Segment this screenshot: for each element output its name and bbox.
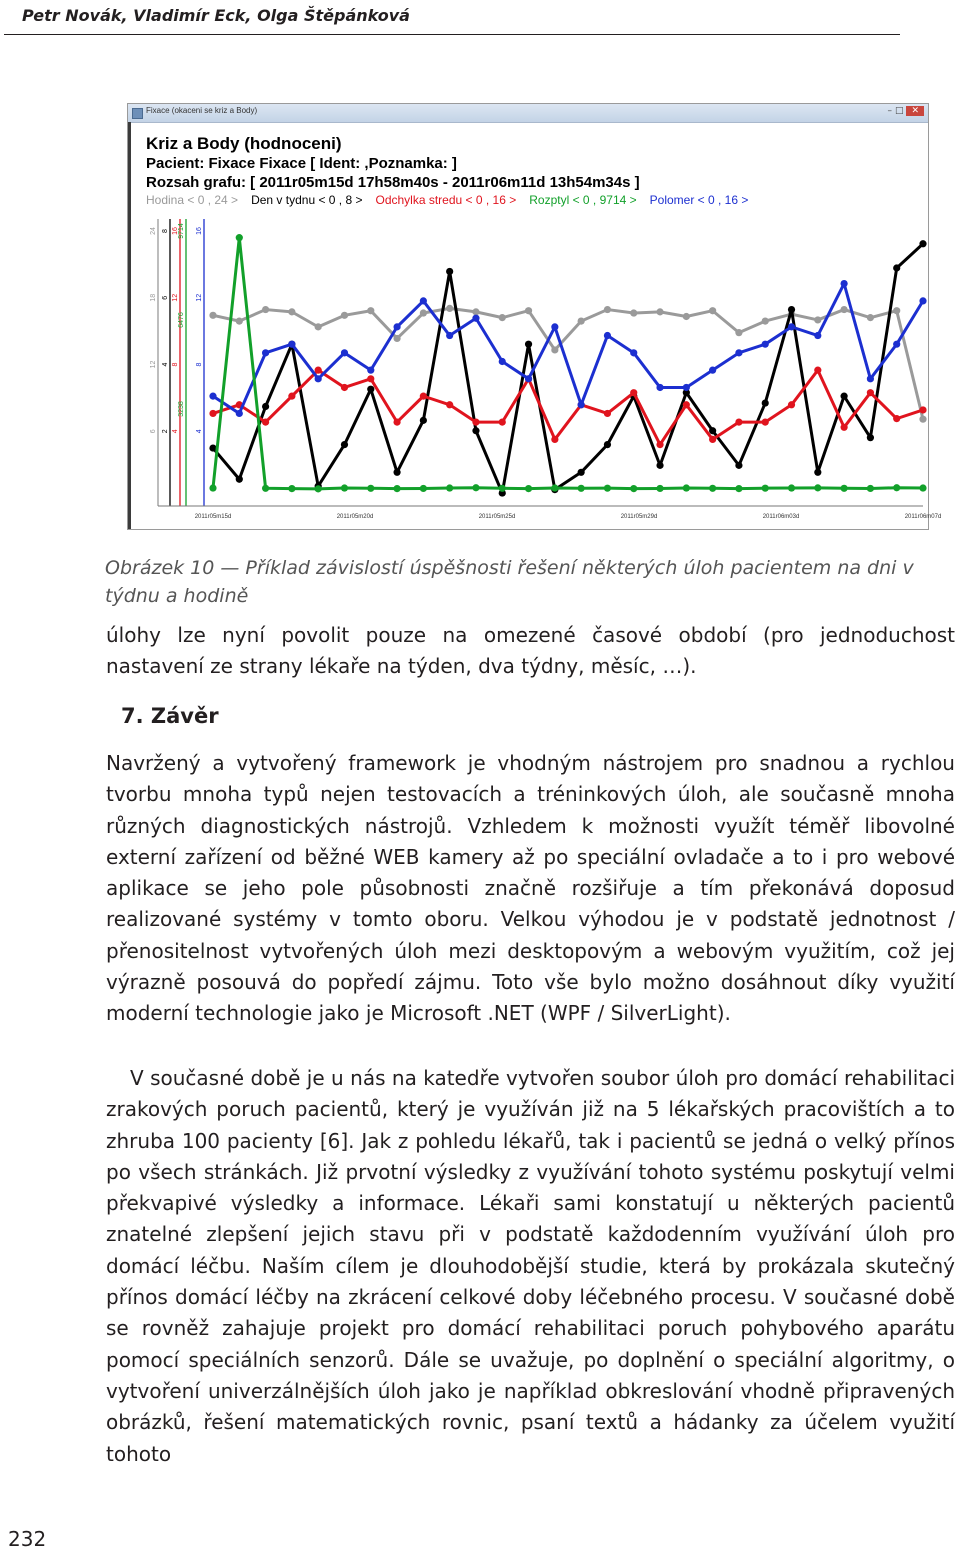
chart-info [146, 134, 640, 192]
data-point [472, 484, 479, 491]
data-point [236, 318, 243, 325]
data-point [393, 418, 400, 425]
data-point [709, 367, 716, 374]
data-point [630, 389, 637, 396]
data-point [683, 484, 690, 491]
data-point [262, 485, 269, 492]
data-point [788, 484, 795, 491]
page-number: 232 [8, 1527, 47, 1551]
data-point [341, 384, 348, 391]
data-point [420, 417, 427, 424]
data-point [893, 484, 900, 491]
data-point [420, 485, 427, 492]
range-legend-item: Den v tydnu < 0 , 8 > [251, 193, 363, 207]
series-range-legend [146, 193, 761, 207]
data-point [420, 309, 427, 316]
data-point [893, 341, 900, 348]
y-tick-label: 4 [162, 362, 169, 367]
data-point [762, 341, 769, 348]
data-point [551, 484, 558, 491]
data-point [472, 427, 479, 434]
data-point [525, 375, 532, 382]
range-legend-item: Odchylka stredu < 0 , 16 > [375, 193, 517, 207]
y-tick-label: 6 [150, 429, 157, 434]
data-point [472, 418, 479, 425]
y-tick-label: 4 [172, 429, 179, 434]
data-point [551, 346, 558, 353]
chart-range: Rozsah grafu: [ 2011r05m15d 17h58m40s - 2011r06m11d 13h54m34s ] [146, 174, 640, 191]
data-point [367, 485, 374, 492]
data-point [472, 315, 479, 322]
data-point [578, 318, 585, 325]
data-point [393, 469, 400, 476]
x-tick-label: 2011r05m15d [194, 514, 232, 520]
data-point [446, 484, 453, 491]
data-point [841, 306, 848, 313]
data-point [446, 305, 453, 312]
data-point [735, 462, 742, 469]
data-point [209, 484, 216, 491]
data-point [315, 367, 322, 374]
data-point [788, 323, 795, 330]
data-point [735, 349, 742, 356]
data-point [499, 358, 506, 365]
data-point [393, 485, 400, 492]
series-line-4 [213, 284, 923, 414]
y-tick-label: 16 [196, 227, 203, 235]
data-point [367, 367, 374, 374]
data-point [893, 264, 900, 271]
y-tick-label: 2 [162, 429, 169, 434]
data-point [867, 314, 874, 321]
data-point [867, 434, 874, 441]
data-point [341, 312, 348, 319]
y-tick-label: 12 [172, 293, 179, 302]
data-point [499, 314, 506, 321]
data-point [446, 268, 453, 275]
section-heading: 7. Závěr [121, 704, 219, 728]
data-point [578, 485, 585, 492]
data-point [236, 410, 243, 417]
data-point [814, 367, 821, 374]
data-point [656, 308, 663, 315]
data-point [841, 424, 848, 431]
data-point [709, 307, 716, 314]
maximize-icon[interactable]: □ [894, 106, 907, 116]
data-point [735, 485, 742, 492]
data-point [367, 386, 374, 393]
data-point [209, 393, 216, 400]
data-point [814, 469, 821, 476]
data-point [446, 332, 453, 339]
paragraph-1: Navržený a vytvořený framework je vhodným nástrojem pro snadnou a rychlou tvorbu mnoha typů nejen testovacích a tréninkových úloh, ale současně mnoha různých diagnostických nástrojů. Vzhledem k možnosti využít téměř libovolné externí zařízení od běžné WEB kamery až po speciální ovladače a to i pro webové aplikace se jeho pole působnosti značně rozšiřuje a tím překonává doposud realizované systémy v tomto oboru. Velkou výhodou je v podstatě jednotnost / přenositelnost vytvořených úloh mezi desktopovým a webovým využitím, což jej výrazně posouvá do popředí zájmu. Toto vše bylo možno dosáhnout díky využití moderní technologie jako je Microsoft .NET (WPF / SilverLight). [106, 751, 955, 1026]
data-point [341, 349, 348, 356]
y-tick-label: 8 [162, 229, 169, 233]
data-point [288, 341, 295, 348]
y-tick-label: 8 [172, 362, 179, 367]
data-point [341, 441, 348, 448]
x-tick-label: 2011r05m25d [478, 514, 516, 520]
data-point [604, 441, 611, 448]
data-point [841, 485, 848, 492]
data-point [683, 401, 690, 408]
data-point [814, 332, 821, 339]
data-point [604, 410, 611, 417]
window-title: Fixace (okaceni se kriz a Body) [146, 106, 258, 115]
data-point [867, 485, 874, 492]
data-point [393, 335, 400, 342]
data-point [919, 406, 926, 413]
data-point [472, 308, 479, 315]
data-point [420, 297, 427, 304]
data-point [919, 297, 926, 304]
data-point [788, 401, 795, 408]
data-point [604, 485, 611, 492]
x-tick-label: 2011r06m03d [762, 514, 800, 520]
data-point [499, 418, 506, 425]
figure-chart-window [127, 103, 942, 530]
data-point [919, 416, 926, 423]
data-point [630, 485, 637, 492]
data-point [630, 309, 637, 316]
data-point [709, 427, 716, 434]
data-point [288, 393, 295, 400]
data-point [288, 308, 295, 315]
data-point [262, 349, 269, 356]
y-tick-label: 6 [162, 295, 169, 300]
data-point [814, 316, 821, 323]
data-point [867, 389, 874, 396]
data-point [288, 485, 295, 492]
data-point [236, 476, 243, 483]
y-tick-label: 12 [150, 360, 157, 369]
data-point [762, 418, 769, 425]
data-point [867, 375, 874, 382]
data-point [709, 436, 716, 443]
x-tick-label: 2011r05m29d [620, 514, 658, 520]
data-point [209, 312, 216, 319]
data-point [367, 307, 374, 314]
y-tick-label: 16 [172, 227, 179, 235]
data-point [499, 485, 506, 492]
data-point [656, 462, 663, 469]
y-tick-label: 3238 [178, 401, 185, 417]
data-point [735, 418, 742, 425]
data-point [262, 306, 269, 313]
y-tick-label: 9714 [178, 223, 185, 239]
data-point [236, 234, 243, 241]
figure-caption: Obrázek 10 — Příklad závislostí úspěšnosti řešení některých úloh pacientem na dni v týdnu a hodině [105, 557, 914, 607]
data-point [919, 484, 926, 491]
data-point [893, 307, 900, 314]
x-tick-label: 2011r06m07d [904, 514, 942, 520]
data-point [604, 306, 611, 313]
data-point [814, 484, 821, 491]
data-point [683, 384, 690, 391]
data-point [262, 418, 269, 425]
data-point [525, 341, 532, 348]
y-tick-label: 18 [150, 293, 157, 302]
data-point [709, 485, 716, 492]
range-legend-item: Rozptyl < 0 , 9714 > [529, 193, 637, 207]
y-tick-label: 4 [196, 429, 203, 434]
range-legend-item: Hodina < 0 , 24 > [146, 193, 239, 207]
minimize-icon[interactable]: – [887, 106, 895, 116]
chart-title: Kriz a Body (hodnoceni) [146, 134, 342, 153]
chart-patient: Pacient: Fixace Fixace [ Ident: ,Poznamka: ] [146, 155, 457, 172]
data-point [762, 485, 769, 492]
paragraph-intro: úlohy lze nyní povolit pouze na omezené časové období (pro jednoduchost nastavení ze strany lékaře na týden, dva týdny, měsíc, …). [106, 623, 955, 679]
data-point [604, 332, 611, 339]
y-tick-label: 12 [196, 293, 203, 302]
running-header-authors: Petr Novák, Vladimír Eck, Olga Štěpánková [22, 6, 410, 25]
data-point [841, 393, 848, 400]
data-point [656, 441, 663, 448]
data-point [893, 415, 900, 422]
data-point [788, 306, 795, 313]
paragraph-2: V současné době je u nás na katedře vytvořen soubor úloh pro domácí rehabilitaci zrakových poruch pacientů, který je využíván již na 5 lékařských pracovištích a to zhruba 100 pacienty [6]. Jak z pohledu lékařů, tak i pacientů se jedná o velký přínos po všech stránkách. Již prvotní výsledky z využívání tohoto systému poskytují velmi překvapivé výsledky a informace. Lékaři sami konstatují u některých pacientů znatelné zlepšení jejich stavu při v podstatě každodenním využívání úloh pro domácí léčbu. Naším cílem je dlouhodobější studie, která by prokázala skutečný přínos domácí léčby na zkrácení celkové doby léčebného procesu. V současné době se rovněž zahajuje projekt pro domácí rehabilitaci poruch pohybového aparátu pomocí speciálních senzorů. Dále se uvažuje, po doplnění o speciální algoritmy, o vytvoření univerzálnějších úloh jako je například obkreslování vhodně připravených obrázků, řešení matematických rovnic, psaní textů a hádanky za účelem využití tohoto [106, 1066, 955, 1466]
data-point [262, 403, 269, 410]
y-tick-label: 6476 [178, 312, 185, 328]
header-rule [4, 34, 900, 35]
close-icon[interactable]: ✕ [906, 106, 924, 116]
data-point [762, 399, 769, 406]
data-point [209, 410, 216, 417]
y-tick-label: 8 [196, 362, 203, 367]
data-point [315, 323, 322, 330]
data-point [578, 401, 585, 408]
y-tick-label: 24 [150, 227, 157, 235]
data-point [735, 329, 742, 336]
data-point [315, 485, 322, 492]
data-point [919, 240, 926, 247]
data-point [446, 401, 453, 408]
data-point [393, 323, 400, 330]
data-point [551, 323, 558, 330]
data-point [367, 375, 374, 382]
data-point [420, 393, 427, 400]
data-point [630, 349, 637, 356]
data-point [683, 313, 690, 320]
data-point [551, 436, 558, 443]
data-point [315, 375, 322, 382]
data-point [656, 485, 663, 492]
data-point [656, 384, 663, 391]
x-tick-label: 2011r05m20d [336, 514, 374, 520]
data-point [525, 307, 532, 314]
data-point [762, 318, 769, 325]
data-point [578, 469, 585, 476]
data-point [341, 484, 348, 491]
range-legend-item: Polomer < 0 , 16 > [649, 193, 749, 207]
data-point [525, 485, 532, 492]
data-point [841, 280, 848, 287]
